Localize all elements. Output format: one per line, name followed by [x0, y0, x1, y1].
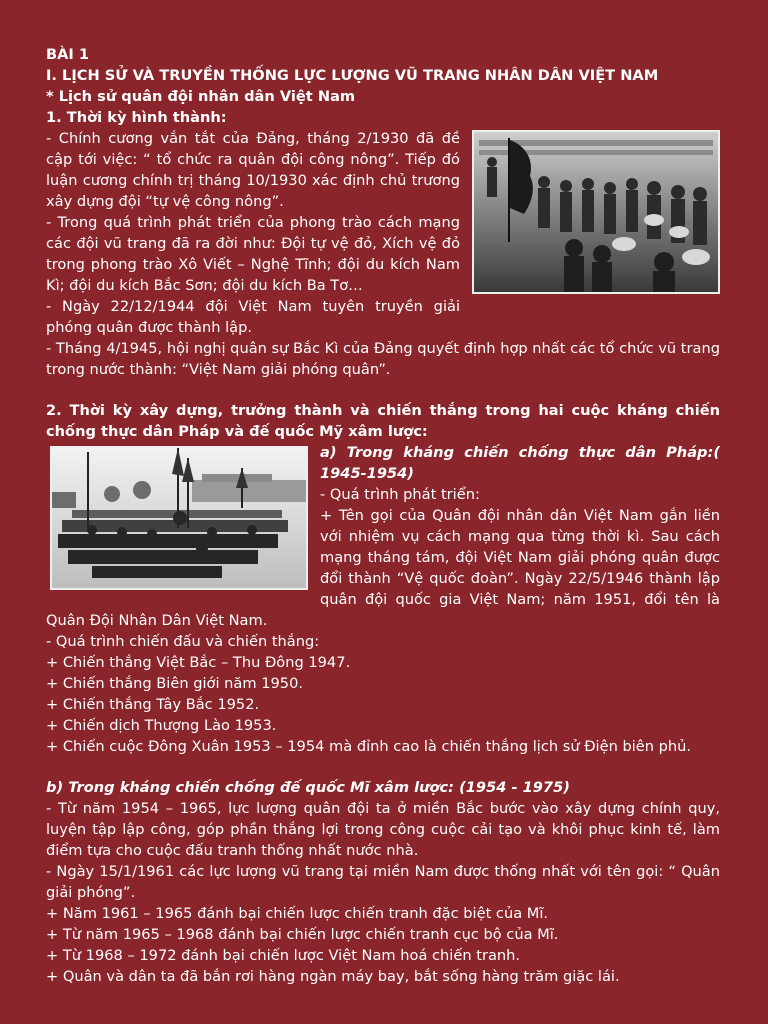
lesson-title: BÀI 1 — [46, 46, 90, 63]
part-b-paragraph-2: - Ngày 15/1/1961 các lực lượng vũ trang tại miền Nam được thống nhất với tên gọi: “ Quân giải phóng”. — [46, 863, 720, 901]
victory-item: + Chiến cuộc Đông Xuân 1953 – 1954 mà đỉnh cao là chiến thắng lịch sử Điện biên phủ. — [46, 738, 692, 755]
part-b-item: + Từ năm 1965 – 1968 đánh bại chiến lược chiến tranh cục bộ của Mĩ. — [46, 926, 559, 943]
section-title: I. LỊCH SỬ VÀ TRUYỀN THỐNG LỰC LƯỢNG VŨ TRANG NHÂN DÂN VIỆT NAM — [46, 67, 659, 84]
period1-paragraph-3: - Ngày 22/12/1944 đội Việt Nam tuyên truyền giải phóng quân được thành lập. — [46, 298, 460, 336]
document-content — [46, 44, 720, 987]
period1-heading: 1. Thời kỳ hình thành: — [46, 109, 227, 126]
victory-item: + Chiến thắng Biên giới năm 1950. — [46, 675, 303, 692]
period2-heading: 2. Thời kỳ xây dựng, trưởng thành và chiến thắng trong hai cuộc kháng chiến chống thực dân Pháp và đế quốc Mỹ xâm lược: — [46, 402, 720, 440]
victory-item: + Chiến dịch Thượng Lào 1953. — [46, 717, 277, 734]
period1-paragraph-4: - Tháng 4/1945, hội nghị quân sự Bắc Kì của Đảng quyết định hợp nhất các tổ chức vũ trang trong nước thành: “Việt Nam giải phóng quân”. — [46, 340, 720, 378]
period1-paragraph-2: - Trong quá trình phát triển của phong trào cách mạng các đội vũ trang đã ra đời như: Đội tự vệ đỏ, Xích vệ đỏ trong phong trào Xô Viết – Nghệ Tĩnh; đội du kích Nam Kì; đội du kích Bắc Sơn; đội du kích Ba Tơ… — [46, 214, 460, 294]
section-subtitle: * Lịch sử quân đội nhân dân Việt Nam — [46, 88, 356, 105]
part-a-development-heading: - Quá trình phát triển: — [320, 486, 480, 503]
part-b-item: + Từ 1968 – 1972 đánh bại chiến lược Việt Nam hoá chiến tranh. — [46, 947, 521, 964]
army-formation-photo — [50, 446, 308, 590]
photo-illustration — [52, 448, 306, 588]
part-b-item: + Quân và dân ta đã bắn rơi hàng ngàn máy bay, bắt sống hàng trăm giặc lái. — [46, 968, 620, 985]
period1-paragraph-1: - Chính cương vắn tắt của Đảng, tháng 2/1930 đã đề cập tới việc: “ tổ chức ra quân đội công nông”. Tiếp đó luận cương chính trị tháng 10/1930 xác định chủ trương xây dựng đội “tự vệ công nông”. — [46, 130, 460, 210]
part-a-development-text: + Tên gọi của Quân đội nhân dân Việt Nam gắn liền với nhiệm vụ cách mạng qua từng thời kì. Sau cách mạng tháng tám, đội Việt Nam giải phóng quân được đổi thành “Vệ quốc đoàn”. Ngày 22/5/1946 thành lập quân đội quốc gia Việt Nam; năm 1951, đổi tên là Quân Đội Nhân Dân Việt Nam. — [46, 507, 720, 629]
part-b-heading: b) Trong kháng chiến chống đế quốc Mĩ xâm lược: (1954 - 1975) — [46, 779, 570, 796]
part-b-item: + Năm 1961 – 1965 đánh bại chiến lược chiến tranh đặc biệt của Mĩ. — [46, 905, 549, 922]
soldiers-parade-photo — [472, 130, 720, 294]
part-a-heading: a) Trong kháng chiến chống thực dân Pháp:( 1945-1954) — [320, 444, 720, 482]
part-b-paragraph-1: - Từ năm 1954 – 1965, lực lượng quân đội ta ở miền Bắc bước vào xây dựng chính quy, luyện tập lập công, góp phần thắng lợi trong công cuộc cải tạo và khôi phục kinh tế, làm điểm tựa cho cuộc đấu tranh thống nhất nước nhà. — [46, 800, 720, 859]
victory-item: + Chiến thắng Việt Bắc – Thu Đông 1947. — [46, 654, 351, 671]
victory-item: + Chiến thắng Tây Bắc 1952. — [46, 696, 260, 713]
photo-illustration — [474, 132, 718, 292]
part-a-fight-heading: - Quá trình chiến đấu và chiến thắng: — [46, 633, 320, 650]
